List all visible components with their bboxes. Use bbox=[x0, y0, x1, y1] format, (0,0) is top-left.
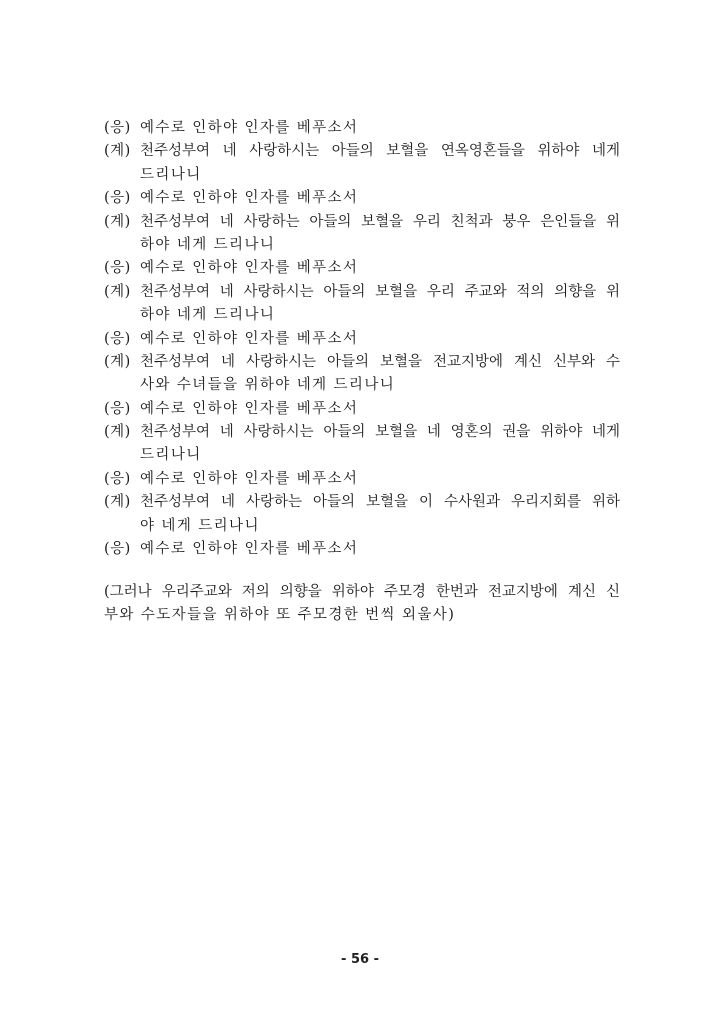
versicle-line bbox=[104, 491, 620, 514]
speaker-marker: (계) bbox=[104, 424, 131, 441]
versicle-line bbox=[104, 211, 620, 234]
response-line bbox=[104, 257, 620, 280]
versicle-line bbox=[104, 421, 620, 444]
speaker-marker bbox=[104, 374, 140, 397]
litany-text: 천주성부여 네 사랑하시는 아들의 보혈을 전교지방에 계신 신부와 수 bbox=[140, 353, 620, 370]
rubric-note-line: (그러나 우리주교와 저의 의향을 위하야 주모경 한번과 전교지방에 계신 신 bbox=[104, 584, 620, 600]
litany-text: 하야 네게 드리나니 bbox=[140, 236, 276, 253]
response-line bbox=[104, 398, 620, 421]
versicle-line bbox=[104, 444, 620, 467]
response-line bbox=[104, 117, 620, 140]
litany-text: 예수로 인하야 인자를 베푸소서 bbox=[140, 260, 359, 277]
speaker-marker: (계) bbox=[104, 353, 131, 370]
response-line bbox=[104, 468, 620, 491]
speaker-marker: (응) bbox=[104, 330, 131, 347]
speaker-marker bbox=[104, 515, 140, 538]
speaker-marker: (응) bbox=[104, 190, 131, 207]
litany-text: 예수로 인하야 인자를 베푸소서 bbox=[140, 541, 359, 558]
response-line bbox=[104, 187, 620, 210]
litany-text: 천주성부여 네 사랑하는 아들의 보혈을 이 수사원과 우리지회를 위하 bbox=[140, 494, 620, 511]
speaker-marker: (응) bbox=[104, 470, 131, 487]
versicle-line bbox=[104, 234, 620, 257]
litany-text: 천주성부여 네 사랑하는 아들의 보혈을 우리 친척과 붕우 은인들을 위 bbox=[140, 213, 620, 230]
litany-text: 예수로 인하야 인자를 베푸소서 bbox=[140, 470, 359, 487]
response-line bbox=[104, 538, 620, 561]
speaker-marker: (응) bbox=[104, 541, 131, 558]
speaker-marker bbox=[104, 164, 140, 187]
speaker-marker: (응) bbox=[104, 260, 131, 277]
litany-text: 예수로 인하야 인자를 베푸소서 bbox=[140, 400, 359, 417]
speaker-marker: (계) bbox=[104, 283, 131, 300]
versicle-line bbox=[104, 281, 620, 304]
versicle-line bbox=[104, 140, 620, 163]
litany-text: 하야 네게 드리나니 bbox=[140, 307, 276, 324]
versicle-line bbox=[104, 374, 620, 397]
speaker-marker bbox=[104, 304, 140, 327]
versicle-line bbox=[104, 164, 620, 187]
litany-text: 천주성부여 네 사랑하시는 아들의 보혈을 네 영혼의 권을 위하야 네게 bbox=[140, 424, 620, 441]
speaker-marker bbox=[104, 234, 140, 257]
rubric-note bbox=[104, 581, 620, 628]
speaker-marker: (계) bbox=[104, 143, 131, 160]
speaker-marker: (계) bbox=[104, 213, 131, 230]
litany-text: 예수로 인하야 인자를 베푸소서 bbox=[140, 190, 359, 207]
response-line bbox=[104, 328, 620, 351]
speaker-marker: (계) bbox=[104, 494, 131, 511]
litany-text: 천주성부여 네 사랑하시는 아들의 보혈을 연옥영혼들을 위하야 네게 bbox=[140, 143, 620, 160]
litany-text: 예수로 인하야 인자를 베푸소서 bbox=[140, 330, 359, 347]
speaker-marker: (응) bbox=[104, 400, 131, 417]
litany-text: 천주성부여 네 사랑하시는 아들의 보혈을 우리 주교와 적의 의향을 위 bbox=[140, 283, 620, 300]
litany-text: 예수로 인하야 인자를 베푸소서 bbox=[140, 120, 359, 136]
versicle-line bbox=[104, 304, 620, 327]
speaker-marker bbox=[104, 444, 140, 467]
page-number: - 56 - bbox=[341, 952, 379, 967]
litany-text: 야 네게 드리나니 bbox=[140, 517, 260, 534]
litany-text: 드리나니 bbox=[140, 166, 202, 183]
litany-text: 사와 수녀들을 위하야 네게 드리나니 bbox=[140, 377, 396, 394]
versicle-line bbox=[104, 351, 620, 374]
litany-text: 드리나니 bbox=[140, 447, 202, 464]
versicle-line bbox=[104, 515, 620, 538]
litany-block bbox=[104, 117, 620, 561]
rubric-note-line: 부와 수도자들을 위하야 또 주모경한 번씩 외울사) bbox=[104, 607, 456, 624]
speaker-marker: (응) bbox=[104, 120, 131, 136]
